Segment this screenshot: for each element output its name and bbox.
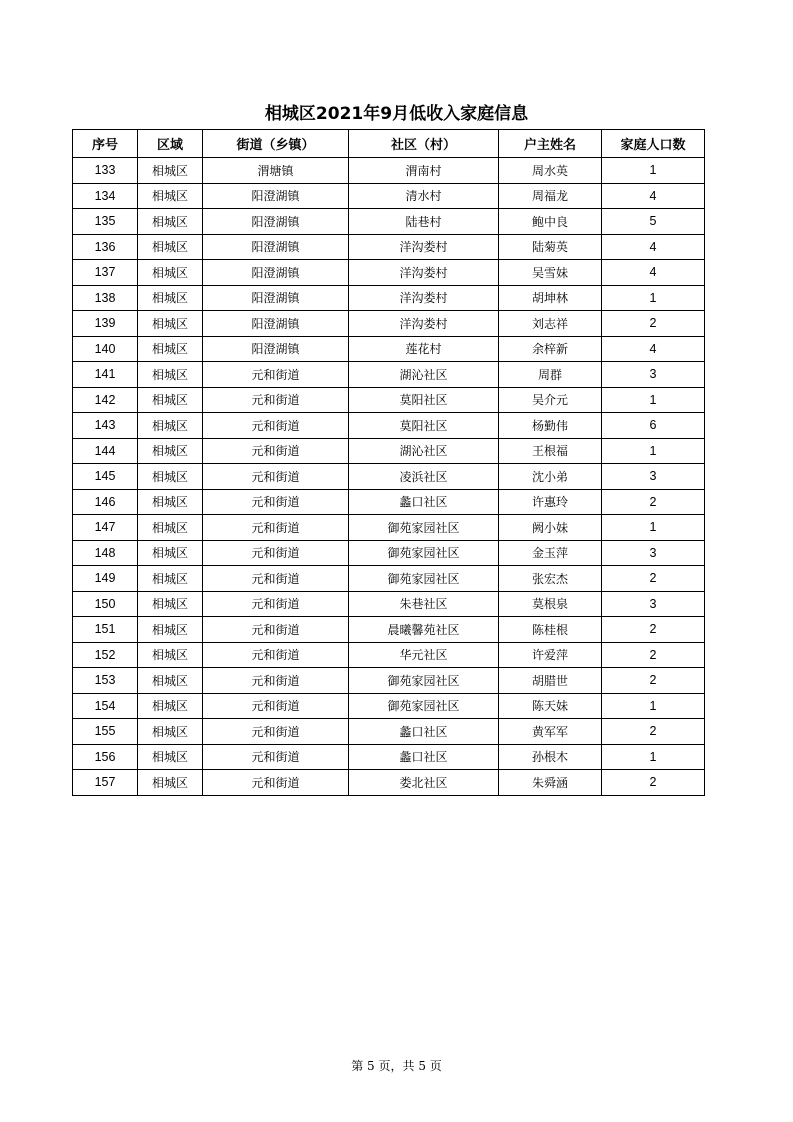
cell-community: 蠡口社区 bbox=[349, 744, 499, 770]
cell-community: 莫阳社区 bbox=[349, 413, 499, 439]
cell-district: 相城区 bbox=[138, 566, 203, 592]
cell-family-size: 4 bbox=[602, 260, 705, 286]
cell-index: 146 bbox=[73, 489, 138, 515]
cell-householder: 朱舜涵 bbox=[499, 770, 602, 796]
cell-householder: 胡腊世 bbox=[499, 668, 602, 694]
cell-district: 相城区 bbox=[138, 693, 203, 719]
cell-householder: 吴介元 bbox=[499, 387, 602, 413]
table-row bbox=[73, 209, 705, 235]
cell-family-size: 3 bbox=[602, 540, 705, 566]
table-row bbox=[73, 260, 705, 286]
cell-community: 湖沁社区 bbox=[349, 362, 499, 388]
cell-index: 137 bbox=[73, 260, 138, 286]
cell-householder: 杨勤伟 bbox=[499, 413, 602, 439]
cell-district: 相城区 bbox=[138, 591, 203, 617]
table-row bbox=[73, 693, 705, 719]
cell-index: 150 bbox=[73, 591, 138, 617]
cell-district: 相城区 bbox=[138, 489, 203, 515]
table-row bbox=[73, 438, 705, 464]
cell-householder: 周水英 bbox=[499, 158, 602, 184]
cell-street: 元和街道 bbox=[203, 464, 349, 490]
cell-index: 142 bbox=[73, 387, 138, 413]
cell-district: 相城区 bbox=[138, 183, 203, 209]
cell-street: 元和街道 bbox=[203, 591, 349, 617]
cell-householder: 莫根泉 bbox=[499, 591, 602, 617]
cell-district: 相城区 bbox=[138, 617, 203, 643]
cell-community: 御苑家园社区 bbox=[349, 540, 499, 566]
cell-family-size: 2 bbox=[602, 719, 705, 745]
cell-householder: 孙根木 bbox=[499, 744, 602, 770]
table-row bbox=[73, 770, 705, 796]
cell-street: 元和街道 bbox=[203, 693, 349, 719]
column-header-community: 社区（村） bbox=[349, 130, 499, 158]
page-number: 第 5 页，共 5 页 bbox=[351, 1059, 442, 1073]
cell-householder: 鲍中良 bbox=[499, 209, 602, 235]
cell-community: 御苑家园社区 bbox=[349, 693, 499, 719]
cell-index: 133 bbox=[73, 158, 138, 184]
cell-community: 莫阳社区 bbox=[349, 387, 499, 413]
cell-family-size: 1 bbox=[602, 515, 705, 541]
cell-index: 145 bbox=[73, 464, 138, 490]
cell-householder: 黄军军 bbox=[499, 719, 602, 745]
table-row bbox=[73, 387, 705, 413]
cell-index: 140 bbox=[73, 336, 138, 362]
cell-street: 元和街道 bbox=[203, 642, 349, 668]
cell-district: 相城区 bbox=[138, 387, 203, 413]
table-row bbox=[73, 489, 705, 515]
cell-community: 洋沟娄村 bbox=[349, 311, 499, 337]
column-header-householder: 户主姓名 bbox=[499, 130, 602, 158]
column-header-district: 区域 bbox=[138, 130, 203, 158]
cell-index: 147 bbox=[73, 515, 138, 541]
cell-index: 149 bbox=[73, 566, 138, 592]
cell-community: 华元社区 bbox=[349, 642, 499, 668]
cell-family-size: 4 bbox=[602, 234, 705, 260]
cell-community: 洋沟娄村 bbox=[349, 234, 499, 260]
cell-index: 135 bbox=[73, 209, 138, 235]
cell-index: 138 bbox=[73, 285, 138, 311]
cell-family-size: 1 bbox=[602, 744, 705, 770]
cell-index: 153 bbox=[73, 668, 138, 694]
cell-district: 相城区 bbox=[138, 260, 203, 286]
cell-index: 141 bbox=[73, 362, 138, 388]
cell-householder: 金玉萍 bbox=[499, 540, 602, 566]
cell-district: 相城区 bbox=[138, 719, 203, 745]
cell-street: 元和街道 bbox=[203, 362, 349, 388]
cell-street: 阳澄湖镇 bbox=[203, 260, 349, 286]
cell-family-size: 3 bbox=[602, 362, 705, 388]
table-row bbox=[73, 719, 705, 745]
cell-householder: 王根福 bbox=[499, 438, 602, 464]
cell-street: 元和街道 bbox=[203, 668, 349, 694]
cell-street: 元和街道 bbox=[203, 617, 349, 643]
cell-district: 相城区 bbox=[138, 311, 203, 337]
cell-district: 相城区 bbox=[138, 438, 203, 464]
cell-family-size: 6 bbox=[602, 413, 705, 439]
cell-index: 157 bbox=[73, 770, 138, 796]
cell-community: 洋沟娄村 bbox=[349, 260, 499, 286]
cell-index: 143 bbox=[73, 413, 138, 439]
cell-district: 相城区 bbox=[138, 515, 203, 541]
table-row bbox=[73, 744, 705, 770]
cell-street: 元和街道 bbox=[203, 489, 349, 515]
cell-street: 元和街道 bbox=[203, 387, 349, 413]
cell-street: 元和街道 bbox=[203, 770, 349, 796]
cell-community: 莲花村 bbox=[349, 336, 499, 362]
cell-index: 139 bbox=[73, 311, 138, 337]
cell-family-size: 2 bbox=[602, 566, 705, 592]
column-header-index: 序号 bbox=[73, 130, 138, 158]
cell-householder: 周群 bbox=[499, 362, 602, 388]
cell-district: 相城区 bbox=[138, 770, 203, 796]
cell-street: 元和街道 bbox=[203, 438, 349, 464]
cell-district: 相城区 bbox=[138, 209, 203, 235]
cell-family-size: 3 bbox=[602, 591, 705, 617]
cell-district: 相城区 bbox=[138, 362, 203, 388]
cell-index: 156 bbox=[73, 744, 138, 770]
cell-community: 御苑家园社区 bbox=[349, 668, 499, 694]
table-row bbox=[73, 617, 705, 643]
table-row bbox=[73, 183, 705, 209]
table-row bbox=[73, 464, 705, 490]
cell-community: 湖沁社区 bbox=[349, 438, 499, 464]
cell-householder: 张宏杰 bbox=[499, 566, 602, 592]
cell-community: 蠡口社区 bbox=[349, 489, 499, 515]
cell-householder: 周福龙 bbox=[499, 183, 602, 209]
cell-index: 154 bbox=[73, 693, 138, 719]
cell-street: 元和街道 bbox=[203, 719, 349, 745]
cell-householder: 胡坤林 bbox=[499, 285, 602, 311]
cell-street: 元和街道 bbox=[203, 413, 349, 439]
cell-community: 陆巷村 bbox=[349, 209, 499, 235]
cell-street: 阳澄湖镇 bbox=[203, 183, 349, 209]
cell-street: 元和街道 bbox=[203, 515, 349, 541]
cell-family-size: 2 bbox=[602, 489, 705, 515]
table-row bbox=[73, 540, 705, 566]
cell-district: 相城区 bbox=[138, 158, 203, 184]
cell-householder: 陈桂根 bbox=[499, 617, 602, 643]
cell-street: 阳澄湖镇 bbox=[203, 311, 349, 337]
cell-family-size: 1 bbox=[602, 438, 705, 464]
column-header-family-size: 家庭人口数 bbox=[602, 130, 705, 158]
table-row bbox=[73, 336, 705, 362]
cell-index: 134 bbox=[73, 183, 138, 209]
cell-community: 朱巷社区 bbox=[349, 591, 499, 617]
table-row bbox=[73, 311, 705, 337]
cell-district: 相城区 bbox=[138, 668, 203, 694]
table-header-row bbox=[73, 130, 705, 158]
cell-family-size: 2 bbox=[602, 668, 705, 694]
cell-householder: 陆菊英 bbox=[499, 234, 602, 260]
table-row bbox=[73, 566, 705, 592]
cell-family-size: 5 bbox=[602, 209, 705, 235]
cell-community: 渭南村 bbox=[349, 158, 499, 184]
cell-index: 148 bbox=[73, 540, 138, 566]
cell-family-size: 1 bbox=[602, 158, 705, 184]
cell-householder: 许惠玲 bbox=[499, 489, 602, 515]
cell-district: 相城区 bbox=[138, 642, 203, 668]
cell-street: 阳澄湖镇 bbox=[203, 209, 349, 235]
table-row bbox=[73, 413, 705, 439]
cell-family-size: 2 bbox=[602, 311, 705, 337]
cell-street: 渭塘镇 bbox=[203, 158, 349, 184]
cell-householder: 余梓新 bbox=[499, 336, 602, 362]
cell-community: 御苑家园社区 bbox=[349, 566, 499, 592]
cell-community: 凌浜社区 bbox=[349, 464, 499, 490]
table-row bbox=[73, 234, 705, 260]
cell-family-size: 2 bbox=[602, 617, 705, 643]
cell-community: 晨曦馨苑社区 bbox=[349, 617, 499, 643]
table-row bbox=[73, 158, 705, 184]
cell-district: 相城区 bbox=[138, 744, 203, 770]
cell-householder: 阙小妹 bbox=[499, 515, 602, 541]
cell-community: 娄北社区 bbox=[349, 770, 499, 796]
cell-street: 元和街道 bbox=[203, 744, 349, 770]
cell-householder: 刘志祥 bbox=[499, 311, 602, 337]
cell-family-size: 2 bbox=[602, 642, 705, 668]
cell-index: 152 bbox=[73, 642, 138, 668]
cell-district: 相城区 bbox=[138, 336, 203, 362]
cell-community: 清水村 bbox=[349, 183, 499, 209]
cell-district: 相城区 bbox=[138, 234, 203, 260]
cell-community: 御苑家园社区 bbox=[349, 515, 499, 541]
cell-family-size: 3 bbox=[602, 464, 705, 490]
page-title: 相城区2021年9月低收入家庭信息 bbox=[264, 104, 529, 124]
cell-family-size: 2 bbox=[602, 770, 705, 796]
cell-householder: 沈小弟 bbox=[499, 464, 602, 490]
table-row bbox=[73, 642, 705, 668]
low-income-table bbox=[72, 129, 705, 796]
table-row bbox=[73, 515, 705, 541]
table-row bbox=[73, 362, 705, 388]
cell-householder: 吴雪妹 bbox=[499, 260, 602, 286]
cell-householder: 许爱萍 bbox=[499, 642, 602, 668]
table-row bbox=[73, 668, 705, 694]
cell-family-size: 1 bbox=[602, 285, 705, 311]
cell-street: 阳澄湖镇 bbox=[203, 234, 349, 260]
cell-district: 相城区 bbox=[138, 413, 203, 439]
column-header-street: 街道（乡镇） bbox=[203, 130, 349, 158]
cell-street: 阳澄湖镇 bbox=[203, 285, 349, 311]
cell-district: 相城区 bbox=[138, 540, 203, 566]
cell-family-size: 1 bbox=[602, 693, 705, 719]
cell-family-size: 1 bbox=[602, 387, 705, 413]
table-row bbox=[73, 591, 705, 617]
cell-district: 相城区 bbox=[138, 464, 203, 490]
cell-community: 蠡口社区 bbox=[349, 719, 499, 745]
cell-householder: 陈天妹 bbox=[499, 693, 602, 719]
cell-family-size: 4 bbox=[602, 336, 705, 362]
cell-street: 阳澄湖镇 bbox=[203, 336, 349, 362]
cell-family-size: 4 bbox=[602, 183, 705, 209]
cell-district: 相城区 bbox=[138, 285, 203, 311]
cell-index: 155 bbox=[73, 719, 138, 745]
cell-index: 151 bbox=[73, 617, 138, 643]
cell-index: 136 bbox=[73, 234, 138, 260]
cell-street: 元和街道 bbox=[203, 566, 349, 592]
cell-community: 洋沟娄村 bbox=[349, 285, 499, 311]
table-row bbox=[73, 285, 705, 311]
cell-index: 144 bbox=[73, 438, 138, 464]
cell-street: 元和街道 bbox=[203, 540, 349, 566]
